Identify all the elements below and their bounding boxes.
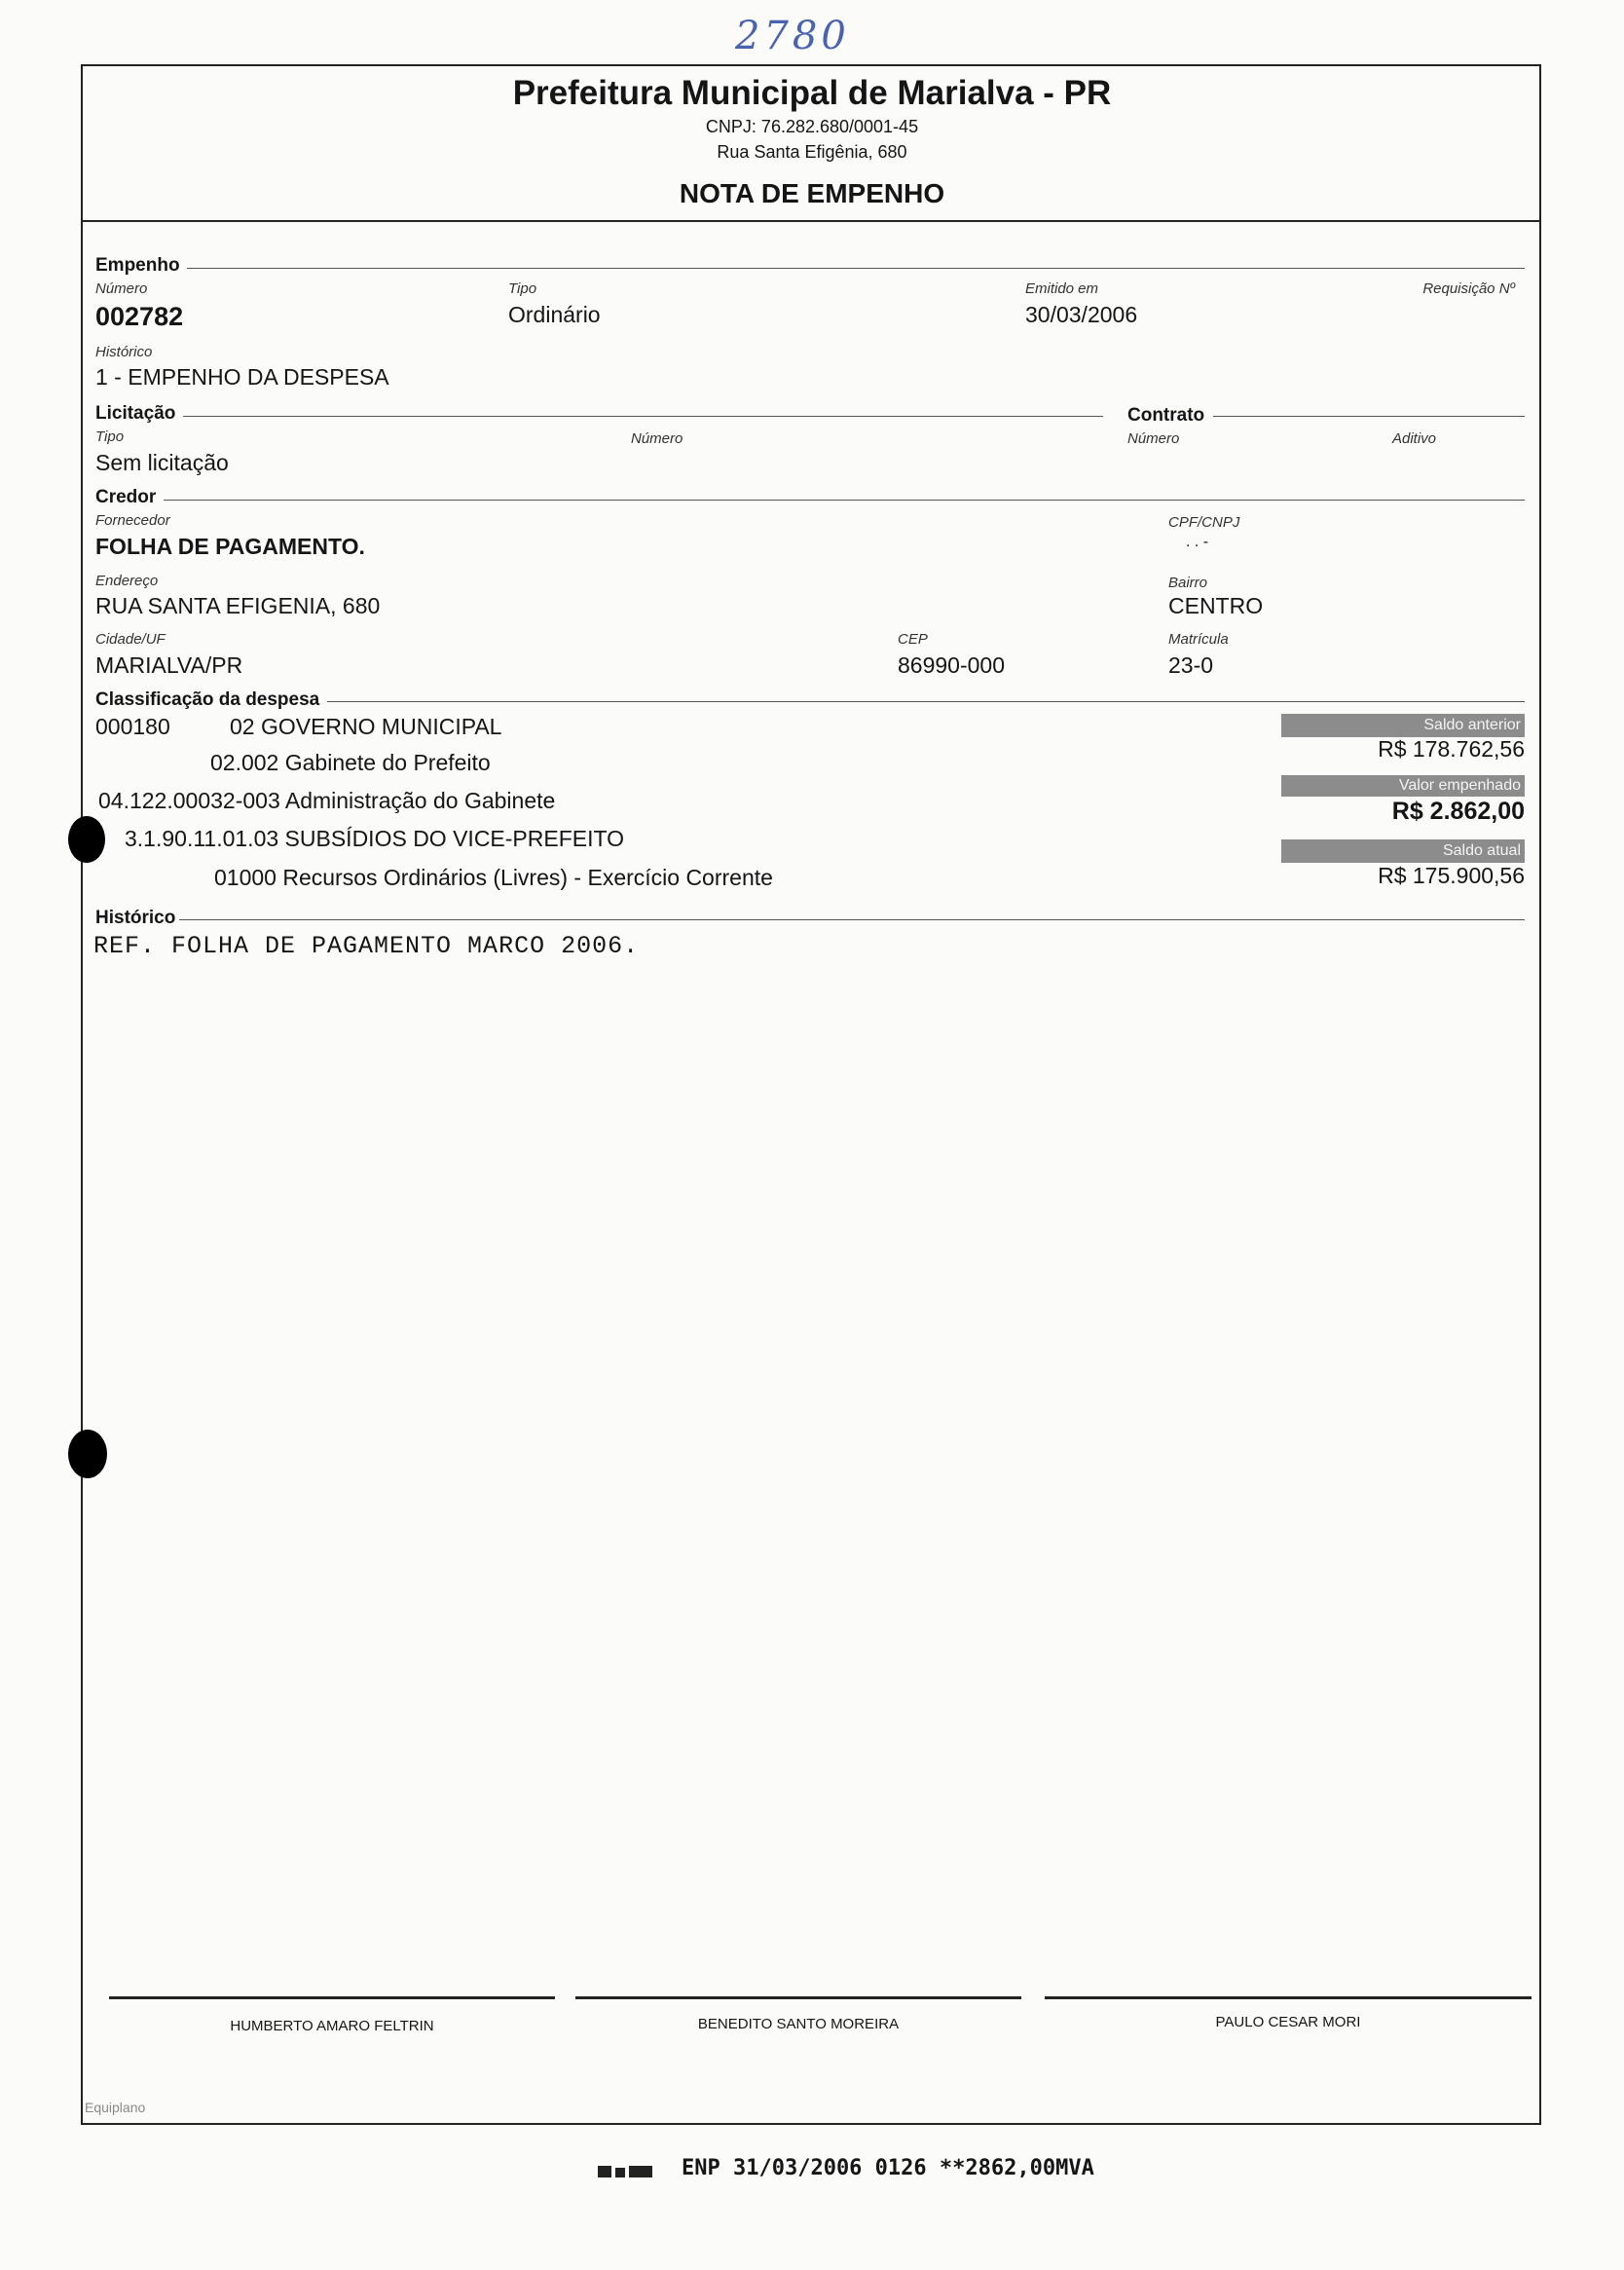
licitacao-tipo: Sem licitação (95, 450, 229, 475)
signature-line (575, 1996, 1021, 1999)
divider (183, 416, 1103, 417)
signature-line (109, 1996, 555, 1999)
cnpj: CNPJ: 76.282.680/0001-45 (705, 117, 919, 136)
requisicao-label: Requisição Nº (1422, 280, 1515, 297)
saldo-anterior-value: R$ 178.762,56 (1378, 736, 1525, 762)
classificacao-code: 000180 (95, 714, 170, 739)
punch-hole (68, 1430, 107, 1478)
licitacao-tipo-label: Tipo (95, 428, 125, 445)
classificacao-unidade: 02.002 Gabinete do Prefeito (210, 750, 491, 775)
document-title: NOTA DE EMPENHO (679, 178, 945, 208)
stamp-marks (598, 2164, 656, 2179)
empenho-section-title: Empenho (95, 255, 180, 276)
handwritten-number: 2780 (735, 14, 850, 58)
numero-label: Número (95, 280, 148, 297)
signature-name: BENEDITO SANTO MOREIRA (697, 2016, 900, 2032)
contrato-section-title: Contrato (1127, 405, 1205, 426)
cep-label: CEP (898, 631, 928, 648)
classificacao-recurso: 01000 Recursos Ordinários (Livres) - Exercício Corrente (214, 865, 773, 890)
cpf-label: CPF/CNPJ (1168, 514, 1240, 531)
divider (187, 268, 1525, 269)
divider (327, 701, 1525, 702)
historico-label: Histórico (95, 344, 153, 360)
classificacao-funcional: 04.122.00032-003 Administração do Gabinete (98, 788, 556, 813)
signature-name: PAULO CESAR MORI (1215, 2014, 1361, 2030)
signature-name: HUMBERTO AMARO FELTRIN (230, 2018, 434, 2034)
credor-section-title: Credor (95, 487, 157, 507)
classificacao-orgao: 02 GOVERNO MUNICIPAL (230, 714, 502, 739)
licitacao-section-title: Licitação (95, 403, 176, 424)
tipo-label: Tipo (508, 280, 537, 297)
empenho-historico: 1 - EMPENHO DA DESPESA (95, 364, 389, 390)
divider (179, 919, 1525, 920)
divider (164, 500, 1525, 501)
historico-section-title: Histórico (95, 908, 176, 928)
saldo-anterior-bar: Saldo anterior (1281, 714, 1525, 737)
historico-text: REF. FOLHA DE PAGAMENTO MARCO 2006. (93, 932, 640, 960)
matricula-label: Matrícula (1168, 631, 1229, 648)
footer-stamp: ENP 31/03/2006 0126 **2862,00MVA (682, 2156, 1094, 2180)
endereco-label: Endereço (95, 573, 159, 589)
cidade: MARIALVA/PR (95, 652, 243, 678)
empenho-number: 002782 (95, 302, 184, 331)
empenho-tipo: Ordinário (508, 302, 601, 327)
emitido-date: 30/03/2006 (1025, 302, 1138, 327)
software-label: Equiplano (85, 2100, 146, 2115)
address: Rua Santa Efigênia, 680 (717, 142, 907, 162)
municipality-title: Prefeitura Municipal de Marialva - PR (512, 74, 1112, 112)
body-frame (81, 220, 1541, 2125)
cpf-value: . . - (1186, 534, 1209, 550)
licitacao-numero-label: Número (631, 430, 683, 447)
divider (1213, 416, 1525, 417)
matricula: 23-0 (1168, 652, 1214, 678)
classificacao-elemento: 3.1.90.11.01.03 SUBSÍDIOS DO VICE-PREFEITO (125, 826, 625, 851)
fornecedor-label: Fornecedor (95, 512, 170, 529)
valor-empenhado-value: R$ 2.862,00 (1391, 798, 1525, 825)
signature-line (1045, 1996, 1532, 1999)
fornecedor: FOLHA DE PAGAMENTO. (95, 534, 365, 559)
emitido-label: Emitido em (1025, 280, 1099, 297)
saldo-atual-bar: Saldo atual (1281, 839, 1525, 863)
bairro: CENTRO (1168, 593, 1264, 618)
contrato-aditivo-label: Aditivo (1392, 430, 1437, 447)
classificacao-section-title: Classificação da despesa (95, 689, 320, 710)
valor-empenhado-bar: Valor empenhado (1281, 775, 1525, 797)
bairro-label: Bairro (1168, 575, 1208, 591)
contrato-numero-label: Número (1127, 430, 1180, 447)
cep: 86990-000 (898, 652, 1005, 678)
punch-hole (68, 816, 105, 863)
endereco: RUA SANTA EFIGENIA, 680 (95, 593, 381, 618)
saldo-atual-value: R$ 175.900,56 (1378, 863, 1525, 888)
cidade-label: Cidade/UF (95, 631, 166, 648)
